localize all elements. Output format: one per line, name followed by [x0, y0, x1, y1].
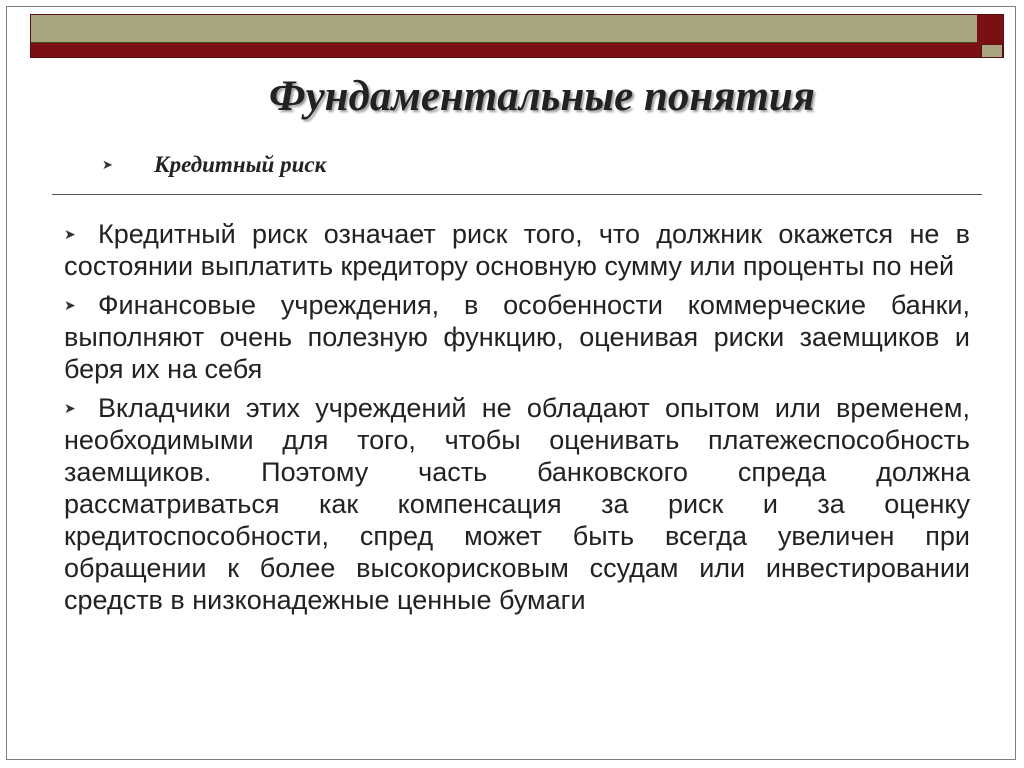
band-corner-square: [981, 15, 1003, 43]
bullet-text: Кредитный риск означает риск того, что должник окажется не в состоянии выплатить кредитору основную сумму или проценты по ней: [64, 219, 970, 281]
bullet-text: Финансовые учреждения, в особенности коммерческие банки, выполняют очень полезную функцию, оценивая риски заемщиков и беря их на себя: [64, 290, 970, 384]
band-olive-strip: [31, 15, 977, 43]
band-corner-accent: [981, 44, 1003, 58]
band-red-strip: [31, 43, 977, 57]
chevron-right-icon: ➤: [64, 400, 76, 416]
chevron-right-icon: ➤: [64, 226, 76, 242]
decorative-header-band: [30, 14, 1004, 58]
subtitle: [102, 152, 326, 178]
chevron-right-icon: ➤: [64, 297, 76, 313]
bullet-item: [64, 289, 970, 385]
divider: [52, 194, 982, 195]
bullet-text: Вкладчики этих учреждений не обладают опытом или временем, необходимыми для того, чтобы оценивать платежеспособность заемщиков. Поэтому часть банковского спреда должна рассматриваться как компенсация за риск и за оценку кредитоспособности, спред может быть всегда увеличен при обращении к более высокорисковым ссудам или инвестировании средств в низконадежные ценные бумаги: [64, 393, 970, 615]
slide-title: Фундаментальные понятия: [269, 73, 815, 120]
bullet-item: [64, 392, 970, 616]
subtitle-label: Кредитный риск: [154, 152, 327, 177]
bullet-list: [64, 218, 970, 623]
bullet-item: [64, 218, 970, 282]
chevron-right-icon: ➤: [102, 157, 113, 172]
